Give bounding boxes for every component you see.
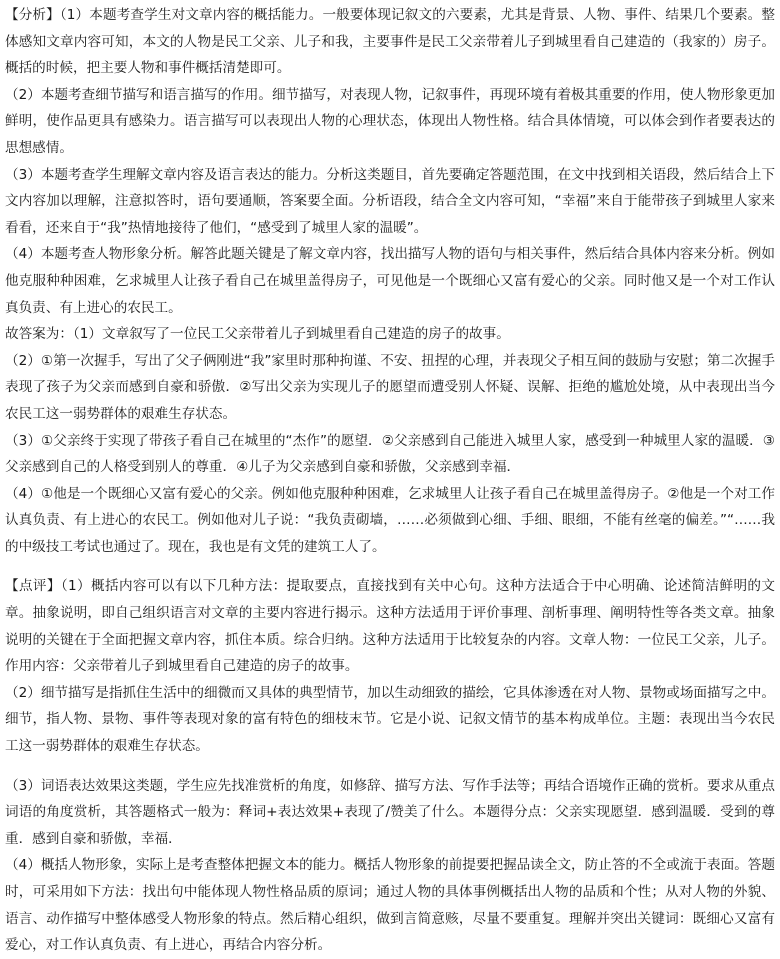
- comment-item-4: （4）概括人物形象，实际上是考查整体把握文本的能力。概括人物形象的前提要把握品读全文，防止答的不全或流于表面。答题时，可采用如下方法：找出句中能体现人物性格品质的原词；通过人物的具体事例概括出人物的品质和个性；从对人物的外貌、语言、动作描写中整体感受人物形象的特点。然后精心组织，做到言简意赅，尽量不要重复。理解并突出关键词：既细心又富有爱心，对工作认真负责、有上进心，再结合内容分析。: [5, 857, 775, 954]
- analysis-item-3: （3）本题考查学生理解文章内容及语言表达的能力。分析这类题目，首先要确定答题范围，在文中找到相关语段，然后结合上下文内容加以理解，注意拟答时，语句要通顺，答案要全面。分析语段，结合全文内容可知，“幸福”来自于能带孩子到城里人家来看看，还来自于“我”热情地接待了他们，“感受到了城里人家的温暖”。: [5, 166, 775, 236]
- analysis-section: [5, 2, 775, 560]
- answer-item-1: 故答案为：（1）文章叙写了一位民工父亲带着儿子到城里看自己建造的房子的故事。: [5, 326, 510, 343]
- comment-item-2: （2）细节描写是指抓住生活中的细微而又具体的典型情节，加以生动细致的描绘，它具体渗透在对人物、景物或场面描写之中。细节，指人物、景物、事件等表现对象的富有特色的细枝末节。它是小说、记叙文情节的基本构成单位。主题：表现出当今农民工这一弱势群体的艰难生存状态。: [5, 684, 775, 755]
- analysis-intro: 【分析】（1）本题考查学生对文章内容的概括能力。一般要体现记叙文的六要素，尤其是背景、人物、事件、结果几个要素。整体感知文章内容可知，本文的人物是民工父亲、儿子和我，主要事件是民工父亲带着儿子到城里看自己建造的（我家的）房子。概括的时候，把主要人物和事件概括清楚即可。: [5, 7, 775, 77]
- section-gap: [5, 560, 775, 573]
- answer-item-4: （4）①他是一个既细心又富有爱心的父亲。例如他克服种种困难，乞求城里人让孩子看自己在城里盖得房子。②他是一个对工作认真负责、有上进心的农民工。例如他对儿子说：“我负责砌墙，……必须做到心细、手细、眼细，不能有丝毫的偏差。”“……我的中级技工考试也通过了。现在，我也是有文凭的建筑工人了。: [5, 485, 775, 555]
- comment-section: [5, 573, 775, 958]
- analysis-item-4: （4）本题考查人物形象分析。解答此题关键是了解文章内容，找出描写人物的语句与相关事件，然后结合具体内容来分析。例如他克服种种困难，乞求城里人让孩子看自己在城里盖得房子，可见他是一个既细心又富有爱心的父亲。同时他又是一个对工作认真负责、有上进心的农民工。: [5, 246, 775, 316]
- answer-item-2: （2）①第一次握手，写出了父子俩刚进“我”家里时那种拘谨、不安、扭捏的心理，并表现父子相互间的鼓励与安慰；第二次握手表现了孩子为父亲而感到自豪和骄傲．②写出父亲为实现儿子的愿望而遭受别人怀疑、误解、拒绝的尴尬处境，从中表现出当今农民工这一弱势群体的艰难生存状态。: [5, 352, 775, 422]
- comment-item-3: （3）词语表达效果这类题，学生应先找准赏析的角度，如修辞、描写方法、写作手法等；再结合语境作正确的赏析。要求从重点词语的角度赏析，其答题格式一般为：释词+表达效果+表现了/赞美了什么。本题得分点：父亲实现愿望．感到温暖．受到的尊重．感到自豪和骄傲，幸福．: [5, 777, 775, 847]
- analysis-item-2: （2）本题考查细节描写和语言描写的作用。细节描写，对表现人物，记叙事件，再现环境有着极其重要的作用，使人物形象更加鲜明，使作品更具有感染力。语言描写可以表现出人物的心理状态，体现出人物性格。结合具体情境，可以体会到作者要表达的思想感情。: [5, 86, 775, 156]
- comment-gap: [5, 760, 775, 773]
- answer-item-3: （3）①父亲终于实现了带孩子看自己在城里的“杰作”的愿望．②父亲感到自己能进入城里人家，感受到一种城里人家的温暖．③父亲感到自己的人格受到别人的尊重．④儿子为父亲感到自豪和骄傲，父亲感到幸福．: [5, 432, 775, 476]
- comment-item-1: 【点评】（1）概括内容可以有以下几种方法：提取要点，直接找到有关中心句。这种方法适合于中心明确、论述简洁鲜明的文章。抽象说明，即自己组织语言对文章的主要内容进行揭示。这种方法适用于评价事理、剖析事理、阐明特性等各类文章。抽象说明的关键在于全面把握文章内容，抓住本质。综合归纳。这种方法适用于比较复杂的内容。文章人物：一位民工父亲，儿子。作用内容：父亲带着儿子到城里看自己建造的房子的故事。: [5, 578, 775, 675]
